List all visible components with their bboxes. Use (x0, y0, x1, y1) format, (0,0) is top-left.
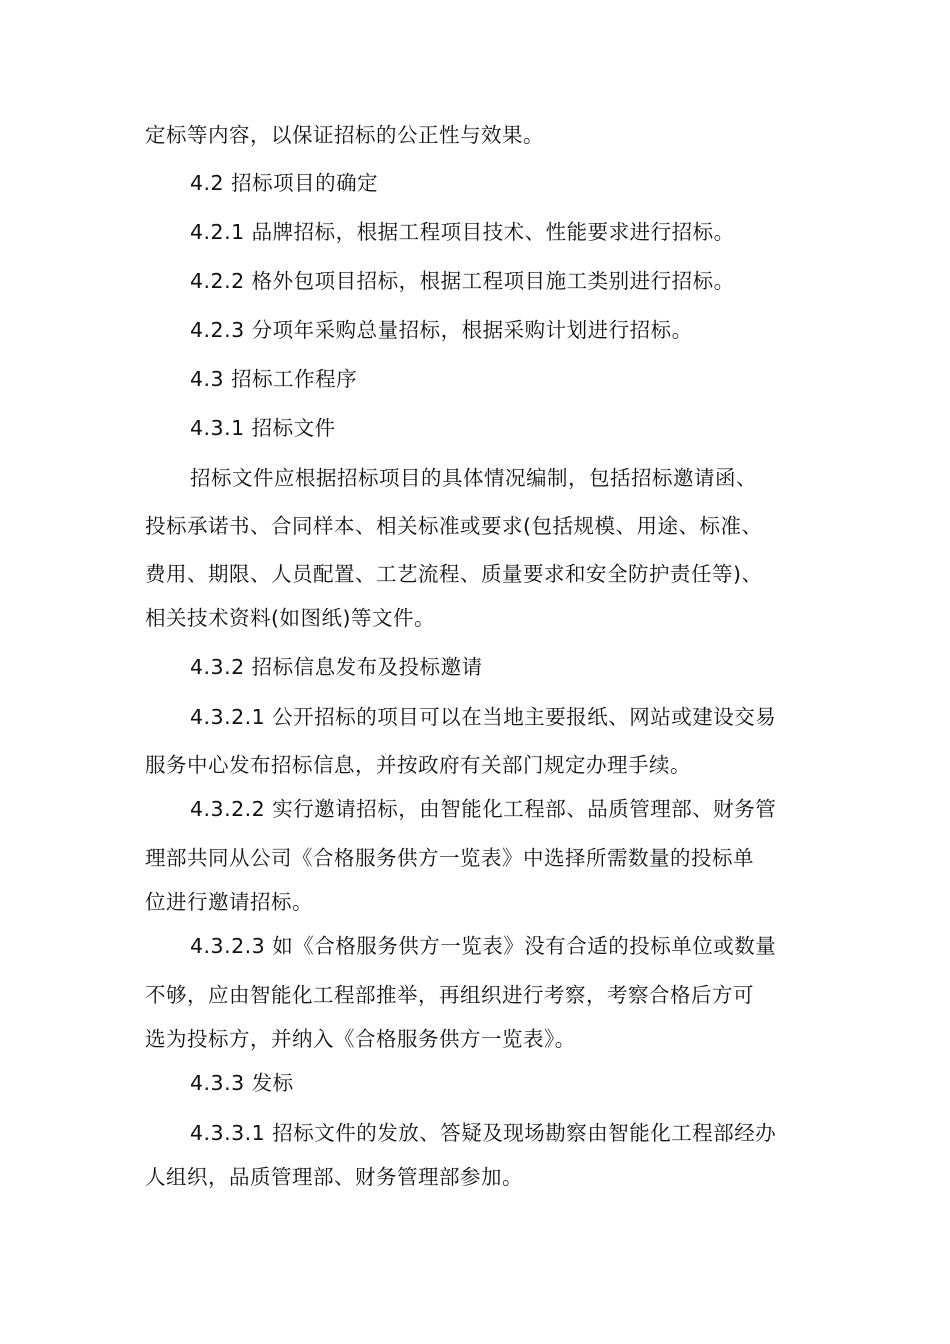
paragraph-line: 相关技术资料(如图纸)等文件。 (145, 606, 435, 630)
paragraph-line: 费用、期限、人员配置、工艺流程、质量要求和安全防护责任等)、 (145, 562, 763, 586)
paragraph-line: 理部共同从公司《合格服务供方一览表》中选择所需数量的投标单 (145, 846, 754, 870)
paragraph-line: 位进行邀请招标。 (145, 890, 313, 914)
paragraph-line: 人组织，品质管理部、财务管理部参加。 (145, 1165, 523, 1189)
clause-4-3-2-3: 4.3.2.3 如《合格服务供方一览表》没有合适的投标单位或数量 (190, 934, 777, 958)
section-heading-4-3: 4.3 招标工作程序 (190, 367, 358, 391)
clause-4-2-2: 4.2.2 格外包项目招标，根据工程项目施工类别进行招标。 (190, 269, 735, 293)
paragraph-line: 不够，应由智能化工程部推举，再组织进行考察，考察合格后方可 (145, 983, 754, 1007)
paragraph-line: 招标文件应根据招标项目的具体情况编制，包括招标邀请函、 (190, 466, 757, 490)
paragraph-continuation-line: 定标等内容，以保证招标的公正性与效果。 (145, 123, 544, 147)
paragraph-line: 投标承诺书、合同样本、相关标准或要求(包括规模、用途、标准、 (145, 514, 763, 538)
clause-4-3-2-2: 4.3.2.2 实行邀请招标，由智能化工程部、品质管理部、财务管 (190, 797, 777, 821)
section-heading-4-2: 4.2 招标项目的确定 (190, 171, 379, 195)
paragraph-line: 选为投标方，并纳入《合格服务供方一览表》。 (145, 1027, 576, 1051)
clause-4-2-1: 4.2.1 品牌招标，根据工程项目技术、性能要求进行招标。 (190, 220, 735, 244)
clause-4-3-2-1: 4.3.2.1 公开招标的项目可以在当地主要报纸、网站或建设交易 (190, 705, 777, 729)
subsection-heading-4-3-3: 4.3.3 发标 (190, 1071, 294, 1095)
subsection-heading-4-3-1: 4.3.1 招标文件 (190, 416, 336, 440)
clause-4-2-3: 4.2.3 分项年采购总量招标，根据采购计划进行招标。 (190, 318, 693, 342)
paragraph-line: 服务中心发布招标信息，并按政府有关部门规定办理手续。 (145, 753, 691, 777)
subsection-heading-4-3-2: 4.3.2 招标信息发布及投标邀请 (190, 655, 483, 679)
clause-4-3-3-1: 4.3.3.1 招标文件的发放、答疑及现场勘察由智能化工程部经办 (190, 1121, 777, 1145)
